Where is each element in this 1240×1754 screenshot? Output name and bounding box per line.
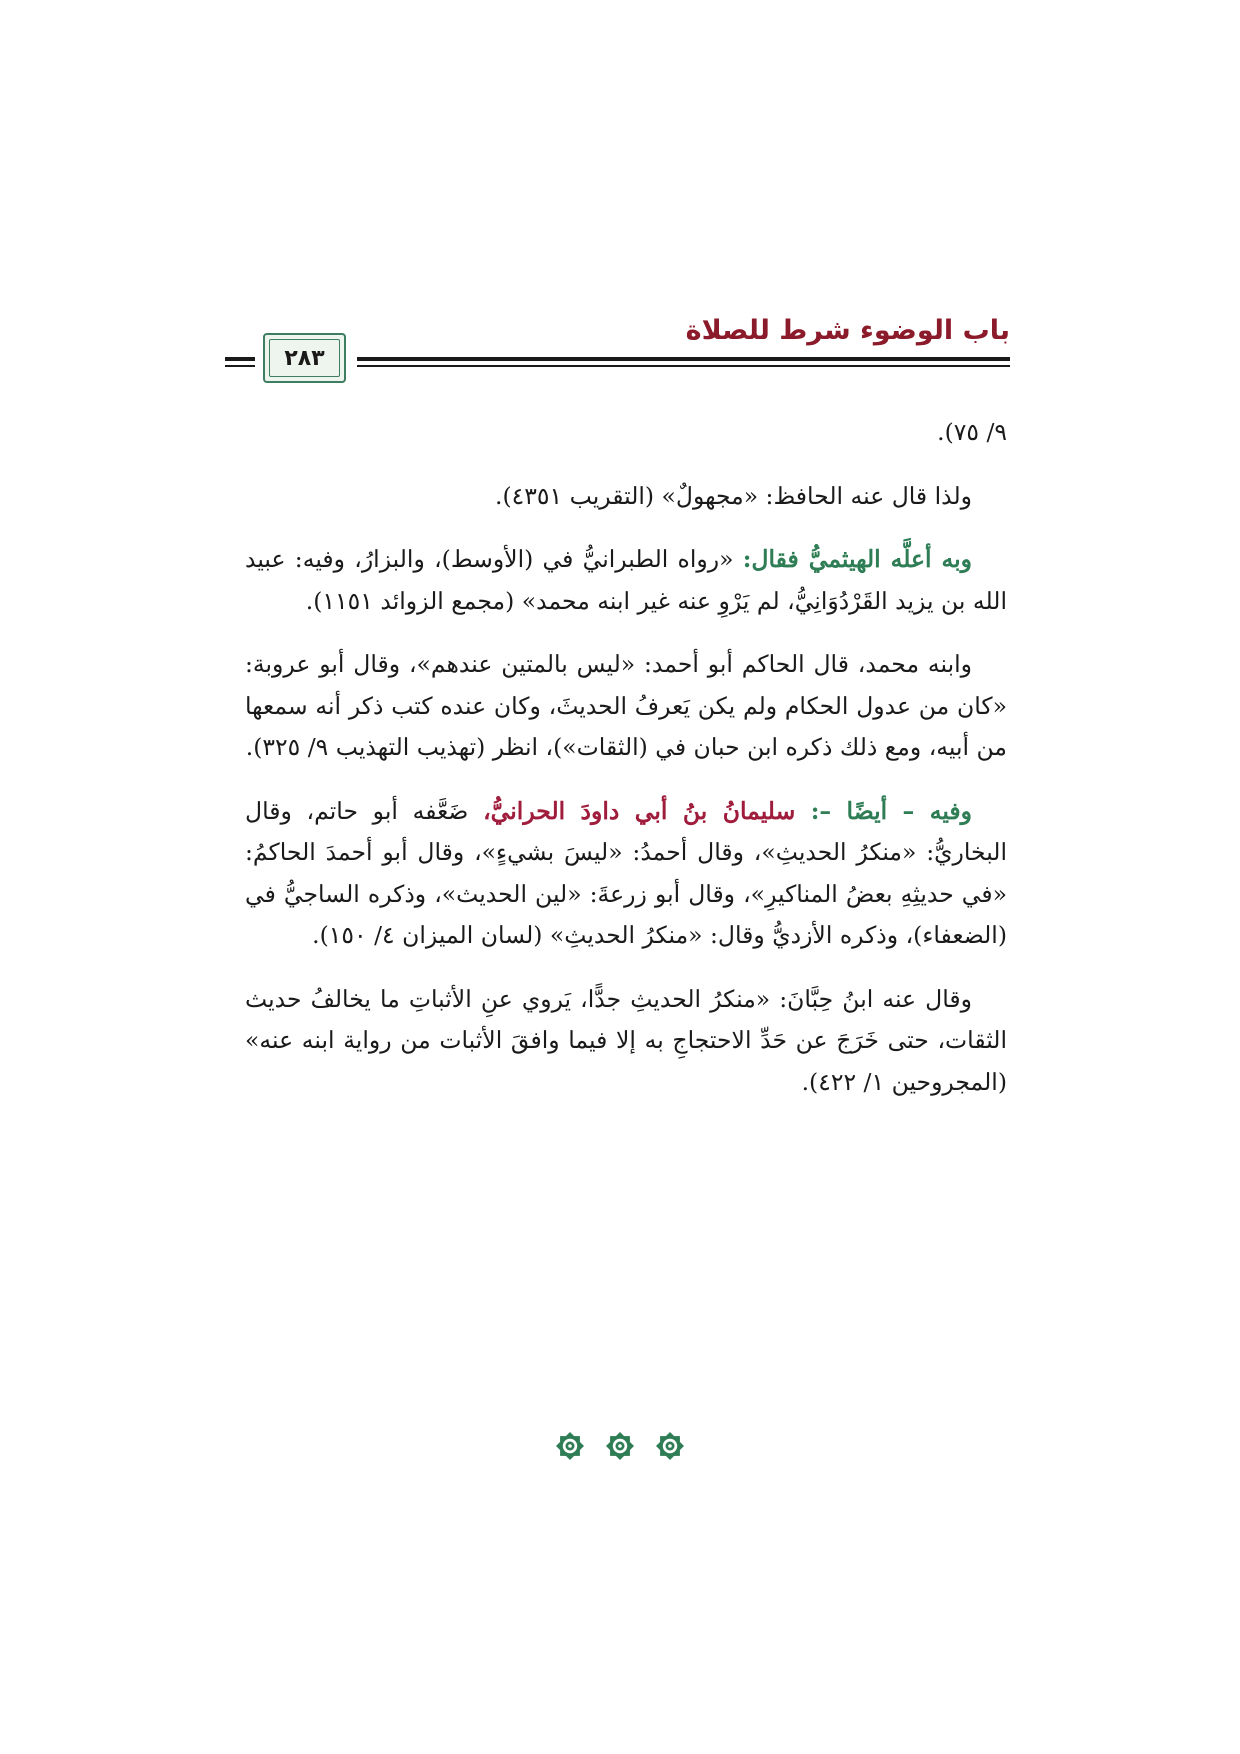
sulayman-lead: وفيه – أيضًا –:	[810, 796, 972, 825]
star-ornament-icon	[652, 1428, 688, 1464]
paragraph-hafiz: ولذا قال عنه الحافظ: «مجهولٌ» (التقريب ٤٣٥١).	[495, 481, 972, 510]
paragraph-haythami	[245, 539, 1007, 622]
paragraph-son-muhammad: وابنه محمد، قال الحاكم أبو أحمد: «ليس بالمتين عندهم»، وقال أبو عروبة: «كان من عدول الحكام ولم يكن يَعرفُ الحديثَ، وكان عنده كتب ذكر أنه سمعها من أبيه، ومع ذلك ذكره ابن حبان في (الثقات»)، انظر (تهذيب التهذيب ٩/ ٣٢٥).	[245, 650, 1007, 761]
page-number: ٢٨٣	[284, 345, 325, 371]
header-rule-right-thin	[357, 365, 1010, 367]
section-end-ornaments	[520, 1428, 720, 1468]
header-rule-left-thin	[225, 365, 255, 367]
header-rule-left	[225, 357, 255, 361]
sulayman-name: سليمانُ بنُ أبي داودَ الحرانيُّ،	[483, 796, 811, 825]
haythami-text: «رواه الطبرانيُّ في (الأوسط)، والبزارُ، وفيه: عبيد الله بن يزيد القَرْدُوَانِيُّ، لم يَرْوِ عنه غير ابنه محمد» (مجمع الزوائد ١١٥١).	[245, 545, 1007, 615]
haythami-lead: وبه أعلَّه الهيثميُّ فقال:	[742, 545, 972, 573]
header-rule-right	[357, 357, 1010, 361]
paragraph-continuation: ٩/ ٧٥).	[937, 418, 1007, 446]
star-ornament-icon	[552, 1428, 588, 1464]
page-header	[225, 305, 1010, 395]
sulayman-text: ضَعَّفه أبو حاتم، وقال البخاريُّ: «منكرُ الحديثِ»، وقال أحمدُ: «ليسَ بشيءٍ»، وقال أبو أحمدَ الحاكمُ: «في حديثِهِ بعضُ المناكيرِ»، وقال أبو زرعةَ: «لين الحديث»، وذكره الساجيُّ في (الضعفاء)، وذكره الأزديُّ وقال: «منكرُ الحديثِ» (لسان الميزان ٤/ ١٥٠).	[245, 796, 1007, 949]
chapter-title: باب الوضوء شرط للصلاة	[685, 315, 1010, 346]
main-text	[245, 412, 1007, 1103]
page-number-badge	[263, 333, 346, 383]
paragraph-sulayman	[245, 791, 1007, 957]
star-ornament-icon	[602, 1428, 638, 1464]
paragraph-ibn-hibban: وقال عنه ابنُ حِبَّانَ: «منكرُ الحديثِ جدًّا، يَروي عنِ الأثباتِ ما يخالفُ حديث الثقات، حتى خَرَجَ عن حَدِّ الاحتجاجِ به إلا فيما وافقَ الأثبات من رواية ابنه عنه» (المجروحين ١/ ٤٢٢).	[245, 984, 1007, 1096]
